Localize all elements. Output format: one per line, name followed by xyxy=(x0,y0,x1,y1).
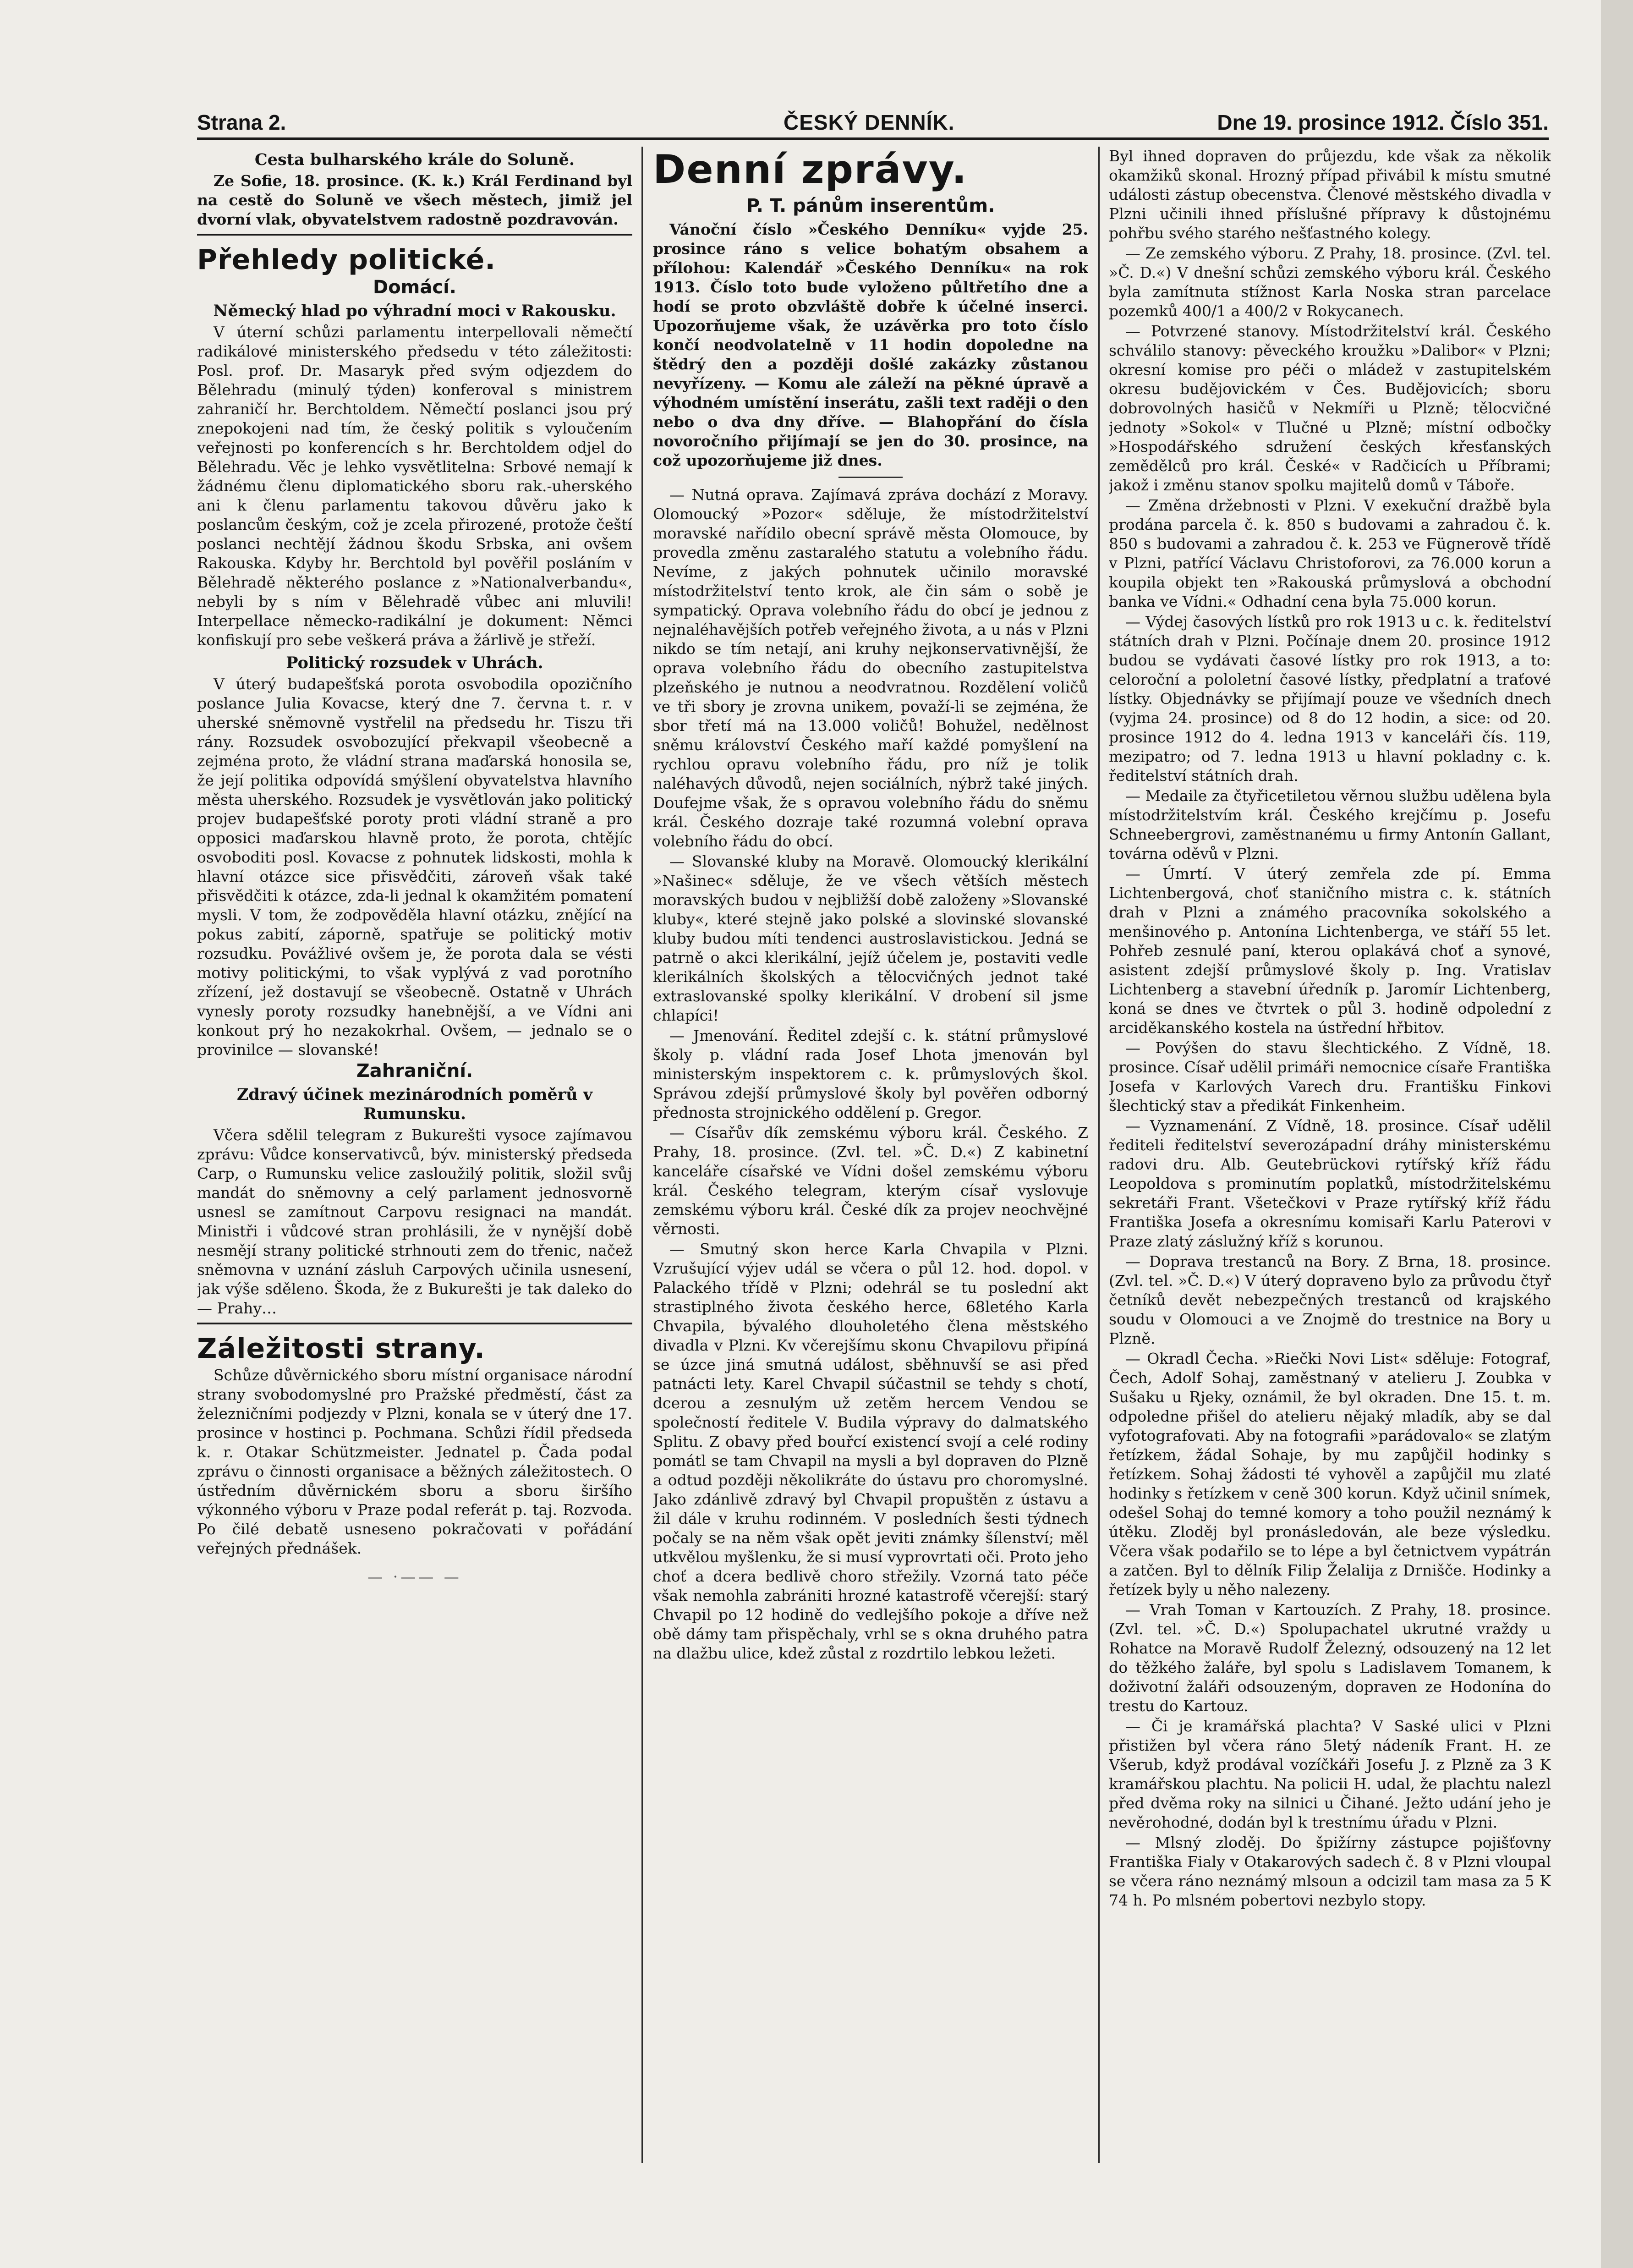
issue-date: Dne 19. prosince 1912. Číslo 351. xyxy=(1217,110,1549,134)
column-divider-1 xyxy=(641,147,643,2163)
short-divider xyxy=(838,477,903,478)
article-potvrzene-stanovy: — Potvrzené stanovy. Místodržitelství král. Českého schválilo stanovy: pěveckého kroužku »Dalibor« v Plzni; okresní komise pro péči o mládež v zastupitelském okresu budějovickém v Čes. Budějovicích; sboru dobrovolných hasičů v Nekmíři u Plzně; tělocvičné jednoty »Sokol« v Tlučné u Plzně; místní odbočky »Hospodářského sdružení českých křesťanských zemědělců pro král. České« v Radčicích u Příbrami; jakož i změnu stanov spolku majitelů domů v Táboře. xyxy=(1109,322,1551,494)
section-title-prehledy: Přehledy politické. xyxy=(197,244,496,276)
column-3 xyxy=(1109,147,1551,2223)
article-text-cesta: Ze Sofie, 18. prosince. (K. k.) Král Ferdinand byl na cestě do Soluně ve všech městech, jimiž jel dvorní vlak, obyvatelstvem radostně pozdravován. xyxy=(197,172,632,228)
article-mlsny-zlodej: — Mlsný zloděj. Do špižírny zástupce pojišťovny Františka Fialy v Otakarových sadech č. 8 v Plzni vloupal se včera ráno neznámý mlsoun a odcizil tam masa za 5 K 74 h. Po mlsném pobertovi nezbylo stopy. xyxy=(1109,1834,1551,1909)
article-text-zalezitosti: Schůze důvěrnického sboru místní organisace národní strany svobodomyslné pro Pražské předměstí, část za železničními podjezdy v Plzni, konala se v úterý dne 17. prosince v hostinci p. Pochmana. Schůzi řídil předseda k. r. Otakar Schützmeister. Jednatel p. Čada podal zprávu o činnosti organisace a běžných záležitostech. O ústředním důvěrnickém sboru a sboru širšího výkonného výboru v Praze podal referát p. taj. Rozvoda. Po čilé debatě usneseno pokračovati v pořádání veřejných přednášek. xyxy=(197,1366,632,1557)
article-text-hlad: V úterní schůzi parlamentu interpellovali němečtí radikálové ministerského předsedu v této záležitosti: Posl. prof. Dr. Masaryk před svým odjezdem do Bělehradu (minulý týden) konferoval s ministrem zahraničí hr. Berchtoldem. Němečtí poslanci jsou prý znepokojeni nad tím, že český politik s vyloučením veřejnosti po konferencích s hr. Berchtoldem odjel do Bělehradu. Věc je lehko vysvětlitelna: Srbové nemají k žádnému členu diplomatického sboru rak.-uherského ani k členu parlamentu takovou důvěru jako k poslancům českým, což je zcela přirozené, protože čeští poslanci nechtějí žádnou škodu Srbska, ani ovšem Rakouska. Kdyby hr. Berchtold byl pověřil posláním v Bělehradě některého poslance z »Nationalverbandu«, nebyli by s ním v Bělehradě vůbec ani mluvili! Interpellace německo-radikální je dokument: Němci konfiskují pro sebe veškerá práva a žárlivě je střeží. xyxy=(197,323,632,649)
column-1 xyxy=(197,147,632,2223)
article-okradl-cecha: — Okradl Čecha. »Riečki Novi List« sděluje: Fotograf, Čech, Adolf Sohaj, zaměstnaný v atelieru J. Zoubka v Sušaku u Rjeky, oznámil, že byl okraden. Dne 15. t. m. odpoledne přišel do atelieru nějaký mladík, aby se dal vyfotografovati. Aby na fotografii »parádovalo« se zlatým řetízkem, žádal Sohaje, by mu zapůjčil hodinky s řetízkem. Sohaj žádosti té vyhověl a zapůjčil mu zlaté hodinky s řetízkem v ceně 300 korun. Když učinil snímek, odešel Sohaj do temné komory a toho použil neznámý k útěku. Zloděj byl pronásledován, ale beze výsledku. Včera však podařilo se to lépe a byl četnictvem vypátrán a zatčen. Byl to dělník Filip Želalija z Drnišče. Hodinky a řetízek byly u něho nalezeny. xyxy=(1109,1350,1551,1598)
masthead-title: ČESKÝ DENNÍK. xyxy=(784,110,955,134)
subsection-zahranicni: Zahraniční. xyxy=(356,1060,473,1082)
article-slovanske-kluby: — Slovanské kluby na Moravě. Olomoucký klerikální »Našinec« sděluje, že ve všech větších městech moravských budou v nejbližší době založeny »Slovanské kluby«, které stejně jako polské a slovinské slovanské kluby budou míti tendenci austroslavistickou. Jedná se patrně o akci klerikální, jejíž účelem je, postaviti vedle klerikálních školských a tělocvičných jednot také extraslovanské spolky klerikální. V drobení sil jsme chlapíci! xyxy=(653,852,1088,1024)
article-umrti: — Úmrtí. V úterý zemřela zde pí. Emma Lichtenbergová, choť staničního mistra c. k. státních drah v Plzni a známého pracovníka sokolského a menšinového p. Antonína Lichtenberga, ve stáří 55 let. Pohřeb zesnulé paní, kterou oplakává choť a synové, asistent zdejší průmyslové školy p. Ing. Vratislav Lichtenberg a stavební úředník p. Jaromír Lichtenberg, koná se dnes ve čtvrtek o půl 3. hodině odpolední z arciděkanského kostela na ústřední hřbitov. xyxy=(1109,865,1551,1037)
section-rule xyxy=(197,1323,632,1324)
article-doprava-trestancu: — Doprava trestanců na Bory. Z Brna, 18. prosince. (Zvl. tel. »Č. D.«) V úterý dopraveno bylo za průvodu čtyř četníků devět nebezpečných trestanců od krajského soudu v Olomouci a ve Znojmě do trestnice na Bory u Plzně. xyxy=(1109,1252,1551,1347)
section-title-denni: Denní zprávy. xyxy=(653,147,968,192)
article-title-hlad: Německý hlad po výhradní moci v Rakousku. xyxy=(213,302,616,320)
article-chvapil-continued: Byl ihned dopraven do průjezdu, kde však za několik okamžiků skonal. Hrozný případ přivábil k místu smutné události zástup obecenstva. Členové městského divadla v Plzni učinili ihned příslušné přípravy k důstojnému pohřbu svého starého nešťastného kolegy. xyxy=(1109,147,1551,242)
page-number: Strana 2. xyxy=(197,110,286,134)
article-zmena-drzebnosti: — Změna držebnosti v Plzni. V exekuční dražbě byla prodána parcela č. k. 850 s budovami a zahradou č. k. 850 s budovami a zahradou č. k. 253 ve Fügnerově třídě v Plzni, patřící Václavu Christoforovi, za 76.000 korun a koupila objekt ten »Rakouská průmyslová a obchodní banka ve Vídni.« Odhadní cena byla 75.000 korun. xyxy=(1109,496,1551,610)
article-smutny-skon: — Smutný skon herce Karla Chvapila v Plzni. Vzrušující výjev udál se včera o půl 12. hod. dopol. v Palackého třídě v Plzni; odehrál se tu poslední akt strastiplného života českého herce, 68letého Karla Chvapila, bývalého dlouholetého člena městského divadla v Plzni. Kv včerejšímu skonu Chvapilovu připíná se úzce jiná smutná událost, sběhnuvší se asi před patnácti lety. Karel Chvapil súčastnil se tehdy s chotí, dcerou a zesnulým už zetěm hercem Vendou se společností ředitele V. Budila výpravy do dalmatského Splitu. Z obavy před bouřcí existencí svojí a celé rodiny pomátl se tam Chvapil na mysli a byl dopraven do Plzně a odtud později několikráte do ústavu pro choromyslné. Jako zdánlivě zdravý byl Chvapil propuštěn z ústavu a žil dále v kruhu rodinném. V posledních šesti týdnech počaly se na něm však opět jeviti známky šílenství; měl utkvělou myšlenku, že si musí vyprovrtati oči. Proto jeho choť a dcera bedlivě choro střežily. Vzorná tato péče však nemohla zabrániti hrozné katastrofě včerejší: starý Chvapil po 12 hodině do vedlejšího pokoje a dříve než obě dámy tam přispěchaly, vrhl se s okna druhého patra na dlažbu ulice, kdež zůstal z rozdrtilo lebkou ležeti. xyxy=(653,1240,1088,1662)
column-2 xyxy=(653,147,1088,2223)
article-medaile: — Medaile za čtyřicetiletou věrnou službu udělena byla místodržitelstvím král. Českého krejčímu p. Josefu Schneebergrovi, zaměstnanému u firmy Antonín Gallant, továrna oděvů v Plzni. xyxy=(1109,787,1551,862)
article-title-inserenti: P. T. pánům inserentům. xyxy=(746,195,995,216)
article-zemsky-vybor: — Ze zemského výboru. Z Prahy, 18. prosince. (Zvl. tel. »Č. D.«) V dnešní schůzi zemského výboru král. Českého byla zamítnuta stížnost Karla Noska stran parcelace pozemků 400/1 a 400/2 v Rokycanech. xyxy=(1109,244,1551,320)
article-title-zdravy: Zdravý účinek mezinárodních poměrů v Rumunsku. xyxy=(236,1085,593,1123)
article-text-vanocni: Vánoční číslo »Českého Denníku« vyjde 25. prosince ráno s velice bohatým obsahem a přílohou: Kalendář »Českého Denníku« na rok 1913. Číslo toto bude vyloženo půltřetího dne a hodí se proto obzvláště dobře k účelné inserci. Upozorňujeme však, že uzávěrka pro toto číslo končí neodvolatelně v 11 hodin dopoledne na štědrý den a později došlé zakázky zůstanou nevyřízeny. — Komu ale záleží na pěkné úpravě a výhodném umístění inserátu, zašli text raději o den nebo o dva dny dříve. — Blahopřání do čísla novoročního přijímají se jen do 30. prosince, na což upozorňujeme již dnes. xyxy=(653,220,1088,469)
ink-mark: — ·—— — xyxy=(367,1568,462,1586)
article-text-zdravy: Včera sdělil telegram z Bukurešti vysoce zajímavou zprávu: Vůdce konservativců, býv. ministerský předseda Carp, o Rumunsku velice zasloužilý politik, složil svůj mandát do sněmovny a celý parlament jednosvorně usnesl se zamítnout Carpovu resignaci na mandát. Ministři i vůdcové stran prohlásili, že v nynější době nesmějí strany politické strhnouti zem do třenic, načež sněmovna v uznání zásluh Carpových učinila usnesení, jak výše sděleno. Škoda, že z Bukurešti je tak daleko do — Prahy… xyxy=(197,1126,632,1317)
article-cisaruv-dik: — Císařův dík zemskému výboru král. Českého. Z Prahy, 18. prosince. (Zvl. tel. »Č. D.«) Z kabinetní kanceláře císařské ve Vídni došel zemskému výboru král. Českého telegram, kterým císař vyslovuje zemskému výboru král. České dík za projev neochvějné věrnosti. xyxy=(653,1124,1088,1238)
article-kramarska-plachta: — Či je kramářská plachta? V Saské ulici v Plzni přistižen byl včera ráno 5letý nádeník Frant. H. ze Všerub, když prodával vozíčkáři Josefu J. z Plzně za 3 K kramářskou plachtu. Na policii H. udal, že plachtu nalezl před dvěma roky na silnici u Čihané. Ježto udání jeho je nevěrohodné, dodán byl k trestnímu úřadu v Plzni. xyxy=(1109,1717,1551,1831)
article-jmenovani: — Jmenování. Ředitel zdejší c. k. státní průmyslové školy p. vládní rada Josef Lhota jmenován byl ministerským inspektorem c. k. průmyslových škol. Správou zdejší průmyslové školy byl pověřen odborný přednosta strojnického oddělení p. Gregor. xyxy=(653,1027,1088,1121)
article-vydej-listku: — Výdej časových lístků pro rok 1913 u c. k. ředitelství státních drah v Plzni. Počínaje dnem 20. prosince 1912 budou se vydávati časové lístky pro rok 1913, a to: celoroční a pololetní časové lístky, předplatní a traťové lístky. Objednávky se přijímají pouze ve všedních dnech (vyjma 24. prosince) od 8 do 12 hodin, a sice: od 20. prosince 1912 do 4. ledna 1913 v kanceláři čís. 119, mezipatro; od 7. ledna 1913 u hlavní pokladny c. k. ředitelství státních drah. xyxy=(1109,613,1551,785)
article-text-rozsudek: V úterý budapešťská porota osvobodila opozičního poslance Julia Kovacse, který dne 7. června t. r. v uherské sněmovně vystřelil na předsedu hr. Tiszu tři rány. Rozsudek osvobozující překvapil všeobecně a zejména proto, že vládní strana maďarská honosila se, že její politika odpovídá smýšlení obyvatelstva hlavního města uherského. Rozsudek je vysvětlován jako politický projev budapešťské poroty proti vládní straně a pro opposici maďarskou hlavně proto, že porota, chtějíc osvoboditi posl. Kovacse z pohnutek lidskosti, mohla k hlavní otázce sice přisvědčiti, zároveň však také přisvědčiti k otázce, zda-li jednal k okamžitém pomatení mysli. V tom, že zodpověděla hlavní otázku, znějící na pokus zabití, záporně, spatřuje se politický motiv rozsudku. Povážlivé ovšem je, že porota dala se vésti motivy politickými, to však vyplývá z vad porotního zřízení, jež dostavují se všeobecně. Ostatně v Uhrách vynesly poroty rozsudky hanebnější, a ve Vídni ani konkout prý ho nezakokrhal. Ovšem, — jednalo se o provinilce — slovanské! xyxy=(197,675,632,1059)
binding-gutter xyxy=(1601,0,1633,2268)
article-vrah-toman: — Vrah Toman v Kartouzích. Z Prahy, 18. prosince. (Zvl. tel. »Č. D.«) Spolupachatel ukrutné vraždy u Rohatce na Moravě Rudolf Železný, odsouzený na 12 let do těžkého žaláře, byl spolu s Ladislavem Tomanem, k doživotní žaláři odsouzeným, dopraven ze Hodonína do trestu do Kartouz. xyxy=(1109,1601,1551,1715)
subsection-domaci: Domácí. xyxy=(373,277,456,298)
header-rule xyxy=(197,137,1549,140)
article-title-rozsudek: Politický rozsudek v Uhrách. xyxy=(286,653,543,672)
section-rule xyxy=(197,234,632,236)
section-title-zalezitosti: Záležitosti strany. xyxy=(197,1333,486,1365)
article-nutna-oprava: — Nutná oprava. Zajímavá zpráva dochází z Moravy. Olomoucký »Pozor« sděluje, že místodržitelství moravské nařídilo obecní správě města Olomouce, by provedla změnu zastaralého statutu a volebního řádu. Nevíme, z jakých pohnutek učinilo moravské místodržitelství tento krok, ale čin sám o sobě je sympatický. Oprava volebního řádu do obcí je jednou z nejnaléhavějších potřeb veřejného života, a u nás v Plzni nikdo se tím netají, ani kruhy nejkonservativnější, že oprava volebního řádu do obecního zastupitelstva plzeňského je nutnou a neodvratnou. Rozdělení voličů ve tři sbory je zrovna unikem, považí-li se zejména, že sbor třetí má na 13.000 voličů! Bohužel, nedělnost sněmu království Českého maří každé pomyšlení na rychlou opravu volebního řádu, pro níž je tolik naléhavých důvodů, nejen sociálních, nýbrž také jiných. Doufejme však, že s opravou volebního řádu do sněmu král. Českého dozraje také rozumná volební oprava volebního řádu do obcí. xyxy=(653,486,1088,850)
page-header xyxy=(197,105,1549,142)
column-divider-2 xyxy=(1098,147,1100,2163)
article-title-cesta: Cesta bulharského krále do Soluně. xyxy=(254,150,575,169)
article-povysen: — Povýšen do stavu šlechtického. Z Vídně, 18. prosince. Císař udělil primáři nemocnice císaře Františka Josefa v Karlových Varech dru. Františku Finkovi šlechtický stav a předikát Finkenheim. xyxy=(1109,1039,1551,1115)
article-vyznamenani: — Vyznamenání. Z Vídně, 18. prosince. Císař udělil řediteli ředitelství severozápadní dráhy ministerskému radovi dru. Alb. Geutebrückovi rytířský kříž řádu Leopoldova s prominutím poplatků, místodržitelskému sekretáři Frant. Všetečkovi v Praze rytířský kříž řádu Františka Josefa a okresnímu komisaři Karlu Paterovi v Praze zlatý záslužný kříž s korunou. xyxy=(1109,1117,1551,1250)
